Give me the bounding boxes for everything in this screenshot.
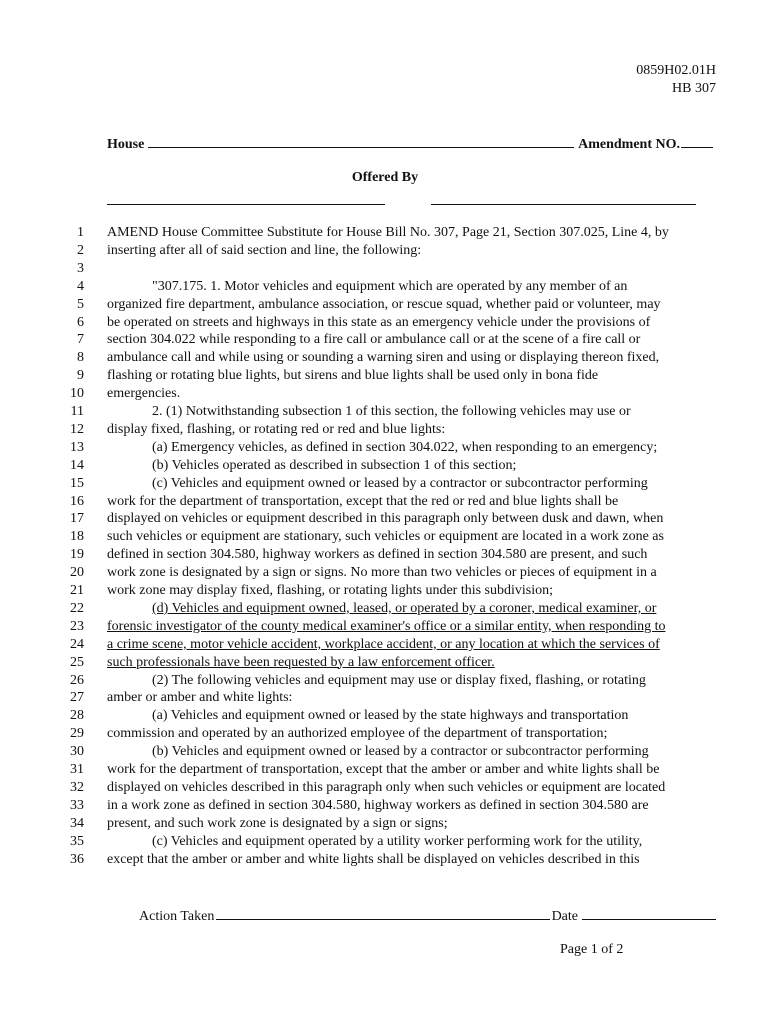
line-text: present, and such work zone is designated by a sign or signs; — [107, 815, 448, 831]
line-number: 30 — [70, 744, 84, 760]
line-text: (c) Vehicles and equipment operated by a utility worker performing work for the utility, — [152, 833, 643, 849]
line-text: (a) Emergency vehicles, as defined in section 304.022, when responding to an emergency; — [152, 439, 658, 455]
line-number: 7 — [77, 332, 84, 348]
text-line — [0, 475, 770, 493]
text-line — [0, 833, 770, 851]
text-line — [0, 314, 770, 332]
line-number: 31 — [70, 762, 84, 777]
line-text: displayed on vehicles or equipment described in this paragraph only between dusk and dawn, when — [107, 511, 664, 527]
line-number: 22 — [70, 600, 84, 616]
date-label: Date — [551, 909, 578, 924]
line-number: 3 — [77, 260, 84, 276]
text-line — [0, 296, 770, 314]
line-number: 18 — [70, 529, 84, 545]
text-line — [0, 385, 770, 403]
house-label: House — [107, 137, 145, 152]
line-number: 34 — [70, 815, 84, 831]
line-number: 12 — [70, 421, 84, 437]
line-text: a crime scene, motor vehicle accident, workplace accident, or any location at which the services of — [107, 636, 660, 652]
text-line — [0, 546, 770, 564]
line-text: section 304.022 while responding to a fire call or ambulance call or at the scene of a fire call or — [107, 332, 641, 348]
line-number: 15 — [70, 475, 84, 491]
text-line — [0, 851, 770, 869]
document-identifier — [636, 62, 716, 98]
action-taken-blank — [216, 906, 549, 920]
text-line — [0, 618, 770, 636]
amendment-number-blank — [681, 134, 713, 148]
line-text: inserting after all of said section and line, the following: — [107, 242, 422, 258]
line-text: display fixed, flashing, or rotating red or red and blue lights: — [107, 421, 446, 437]
text-line — [0, 582, 770, 600]
line-number: 26 — [70, 672, 84, 688]
text-line — [0, 797, 770, 815]
text-line — [0, 331, 770, 349]
text-line — [0, 242, 770, 260]
offered-by-blank-left — [107, 204, 385, 205]
text-line — [0, 421, 770, 439]
line-text: (b) Vehicles and equipment owned or leased by a contractor or subcontractor performing — [152, 744, 649, 760]
line-text: flashing or rotating blue lights, but sirens and blue lights shall be used only in bona fide — [107, 368, 599, 384]
text-line — [0, 403, 770, 421]
line-number: 36 — [70, 851, 84, 867]
line-text: except that the amber or amber and white lights shall be displayed on vehicles described in this — [107, 851, 640, 867]
text-line — [0, 636, 770, 654]
line-text: be operated on streets and highways in this state as an emergency vehicle under the provisions of — [107, 314, 651, 330]
line-number: 21 — [70, 583, 84, 598]
text-line — [0, 725, 770, 743]
text-line — [0, 528, 770, 546]
line-number: 13 — [70, 439, 84, 455]
text-line — [0, 510, 770, 528]
line-number: 32 — [70, 779, 84, 795]
action-footer — [139, 906, 716, 925]
text-line — [0, 493, 770, 511]
line-number: 28 — [70, 708, 84, 724]
line-number: 29 — [70, 726, 84, 742]
line-number: 2 — [77, 242, 84, 258]
line-number: 16 — [70, 493, 84, 509]
line-number: 5 — [77, 296, 84, 312]
text-line — [0, 367, 770, 385]
text-line — [0, 349, 770, 367]
line-text: (b) Vehicles operated as described in subsection 1 of this section; — [152, 457, 517, 473]
text-line — [0, 743, 770, 761]
line-number: 23 — [70, 618, 84, 634]
offered-by-label: Offered By — [351, 170, 419, 185]
doc-id-code: 0859H02.01H — [636, 63, 716, 78]
line-number: 11 — [70, 404, 84, 419]
line-text: (c) Vehicles and equipment owned or leased by a contractor or subcontractor performing — [152, 475, 648, 491]
text-line — [0, 761, 770, 779]
line-number: 6 — [77, 314, 84, 330]
line-number: 1 — [77, 225, 84, 240]
text-line — [0, 779, 770, 797]
date-blank — [582, 906, 716, 920]
line-number: 19 — [70, 547, 84, 563]
text-line — [0, 654, 770, 672]
line-text: 2. (1) Notwithstanding subsection 1 of this section, the following vehicles may use or — [152, 404, 631, 419]
page-number: Page 1 of 2 — [560, 942, 624, 957]
text-line — [0, 689, 770, 707]
line-number: 25 — [70, 654, 84, 670]
offered-by-blank-right — [431, 204, 696, 205]
text-line — [0, 260, 770, 278]
line-text: AMEND House Committee Substitute for House Bill No. 307, Page 21, Section 307.025, Line 4, by — [107, 225, 669, 240]
amendment-number-label: Amendment NO. — [578, 137, 680, 152]
line-number: 4 — [77, 278, 84, 294]
line-text: work for the department of transportation, except that the amber or amber and white lights shall be — [107, 762, 660, 777]
text-line — [0, 439, 770, 457]
line-number: 27 — [70, 690, 84, 706]
line-number: 33 — [70, 797, 84, 813]
text-line — [0, 457, 770, 475]
line-text: organized fire department, ambulance association, or rescue squad, whether paid or volunteer, may — [107, 296, 661, 312]
line-text: ambulance call and while using or sounding a warning siren and using or displaying thereon fixed, — [107, 350, 660, 366]
bill-number: HB 307 — [672, 81, 716, 96]
text-line — [0, 707, 770, 725]
line-text: forensic investigator of the county medical examiner's office or a similar entity, when responding to — [107, 618, 666, 634]
line-text: work zone may display fixed, flashing, or rotating lights under this subdivision; — [107, 583, 553, 598]
house-blank-line — [148, 134, 574, 148]
line-text: amber or amber and white lights: — [107, 690, 293, 706]
line-text: in a work zone as defined in section 304.580, highway workers as defined in section 304.580 are — [107, 797, 649, 813]
line-text: (d) Vehicles and equipment owned, leased, or operated by a coroner, medical examiner, or — [152, 600, 657, 616]
line-text: "307.175. 1. Motor vehicles and equipment which are operated by any member of an — [152, 278, 628, 294]
line-text: (a) Vehicles and equipment owned or leased by the state highways and transportation — [152, 708, 629, 724]
line-text: defined in section 304.580, highway workers as defined in section 304.580 are present, and such — [107, 547, 648, 563]
line-number: 14 — [70, 457, 84, 473]
line-number: 20 — [70, 565, 84, 581]
line-text: work for the department of transportation, except that the red or red and blue lights shall be — [107, 493, 619, 509]
action-taken-label: Action Taken — [139, 909, 215, 924]
line-text: (2) The following vehicles and equipment may use or display fixed, flashing, or rotating — [152, 672, 646, 688]
text-line — [0, 600, 770, 618]
line-number: 35 — [70, 833, 84, 849]
line-number: 24 — [70, 636, 84, 652]
line-text: such vehicles or equipment are stationary, such vehicles or equipment are located in a work zone as — [107, 529, 664, 545]
text-line — [0, 672, 770, 690]
line-text: emergencies. — [107, 386, 181, 402]
text-line — [0, 278, 770, 296]
line-text: such professionals have been requested by a law enforcement officer. — [107, 654, 495, 670]
line-text: displayed on vehicles described in this paragraph only when such vehicles or equipment are located — [107, 779, 666, 795]
line-number: 8 — [77, 350, 84, 366]
text-line — [0, 224, 770, 242]
text-line — [0, 815, 770, 833]
line-number: 17 — [70, 511, 84, 527]
amendment-header — [107, 134, 713, 153]
line-number: 9 — [77, 368, 84, 384]
line-number: 10 — [70, 386, 84, 402]
line-text: work zone is designated by a sign or signs. No more than two vehicles or pieces of equipment in a — [107, 565, 657, 581]
line-text: commission and operated by an authorized employee of the department of transportation; — [107, 726, 608, 742]
text-line — [0, 564, 770, 582]
